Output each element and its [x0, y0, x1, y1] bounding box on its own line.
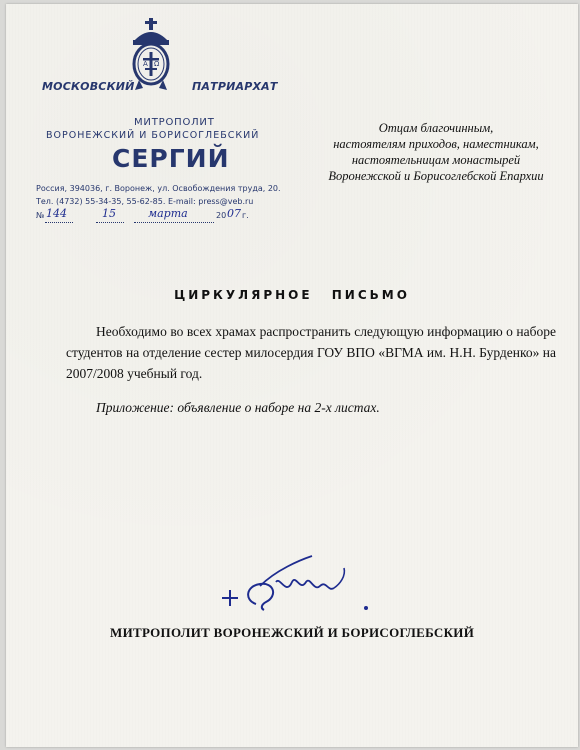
number-underline	[45, 222, 73, 223]
recipient-line: Отцам благочинным,	[378, 121, 494, 135]
recipient-line: Воронежской и Борисоглебской Епархии	[328, 169, 544, 183]
letter-number: 144	[46, 207, 67, 220]
year-prefix: 20	[216, 211, 227, 220]
month-underline	[134, 222, 214, 223]
document-attachment: Приложение: объявление о наборе на 2-х листах.	[96, 400, 380, 415]
letterhead-name: СЕРГИЙ	[112, 144, 230, 173]
recipient-line: настоятелям приходов, наместникам,	[333, 137, 539, 151]
handwritten-signature	[216, 552, 386, 622]
day-underline	[96, 222, 124, 223]
letter-page	[6, 4, 578, 747]
letterhead-phones: Тел. (4732) 55-34-35, 55-62-85. E-mail: press@veb.ru	[36, 197, 254, 206]
svg-text:А: А	[143, 60, 148, 68]
letterhead-address: Россия, 394036, г. Воронеж, ул. Освобождения труда, 20.	[36, 184, 281, 193]
patriarchate-left: МОСКОВСКИЙ	[42, 80, 135, 93]
number-prefix: №	[36, 211, 45, 220]
document-body: Необходимо во всех храмах распространить следующую информацию о наборе студентов на отделение сестер милосердия ГОУ ВПО «ВГМА им. Н.Н. Бурденко» на 2007/2008 учебный год.	[66, 324, 556, 381]
svg-text:Ω: Ω	[154, 60, 160, 68]
document-title: ЦИРКУЛЯРНОЕ ПИСЬМО	[174, 288, 410, 302]
letter-year: 07	[227, 207, 241, 220]
patriarchate-right: ПАТРИАРХАТ	[192, 80, 278, 93]
recipients-block	[301, 120, 571, 184]
letter-month: марта	[148, 207, 188, 220]
letter-day: 15	[102, 207, 116, 220]
signatory-title: МИТРОПОЛИТ ВОРОНЕЖСКИЙ И БОРИСОГЛЕБСКИЙ	[110, 625, 475, 640]
recipient-line: настоятельницам монастырей	[351, 153, 521, 167]
year-suffix: г.	[242, 211, 249, 220]
letterhead-title: МИТРОПОЛИТ	[134, 117, 215, 128]
letterhead-see: ВОРОНЕЖСКИЙ И БОРИСОГЛЕБСКИЙ	[46, 130, 260, 141]
